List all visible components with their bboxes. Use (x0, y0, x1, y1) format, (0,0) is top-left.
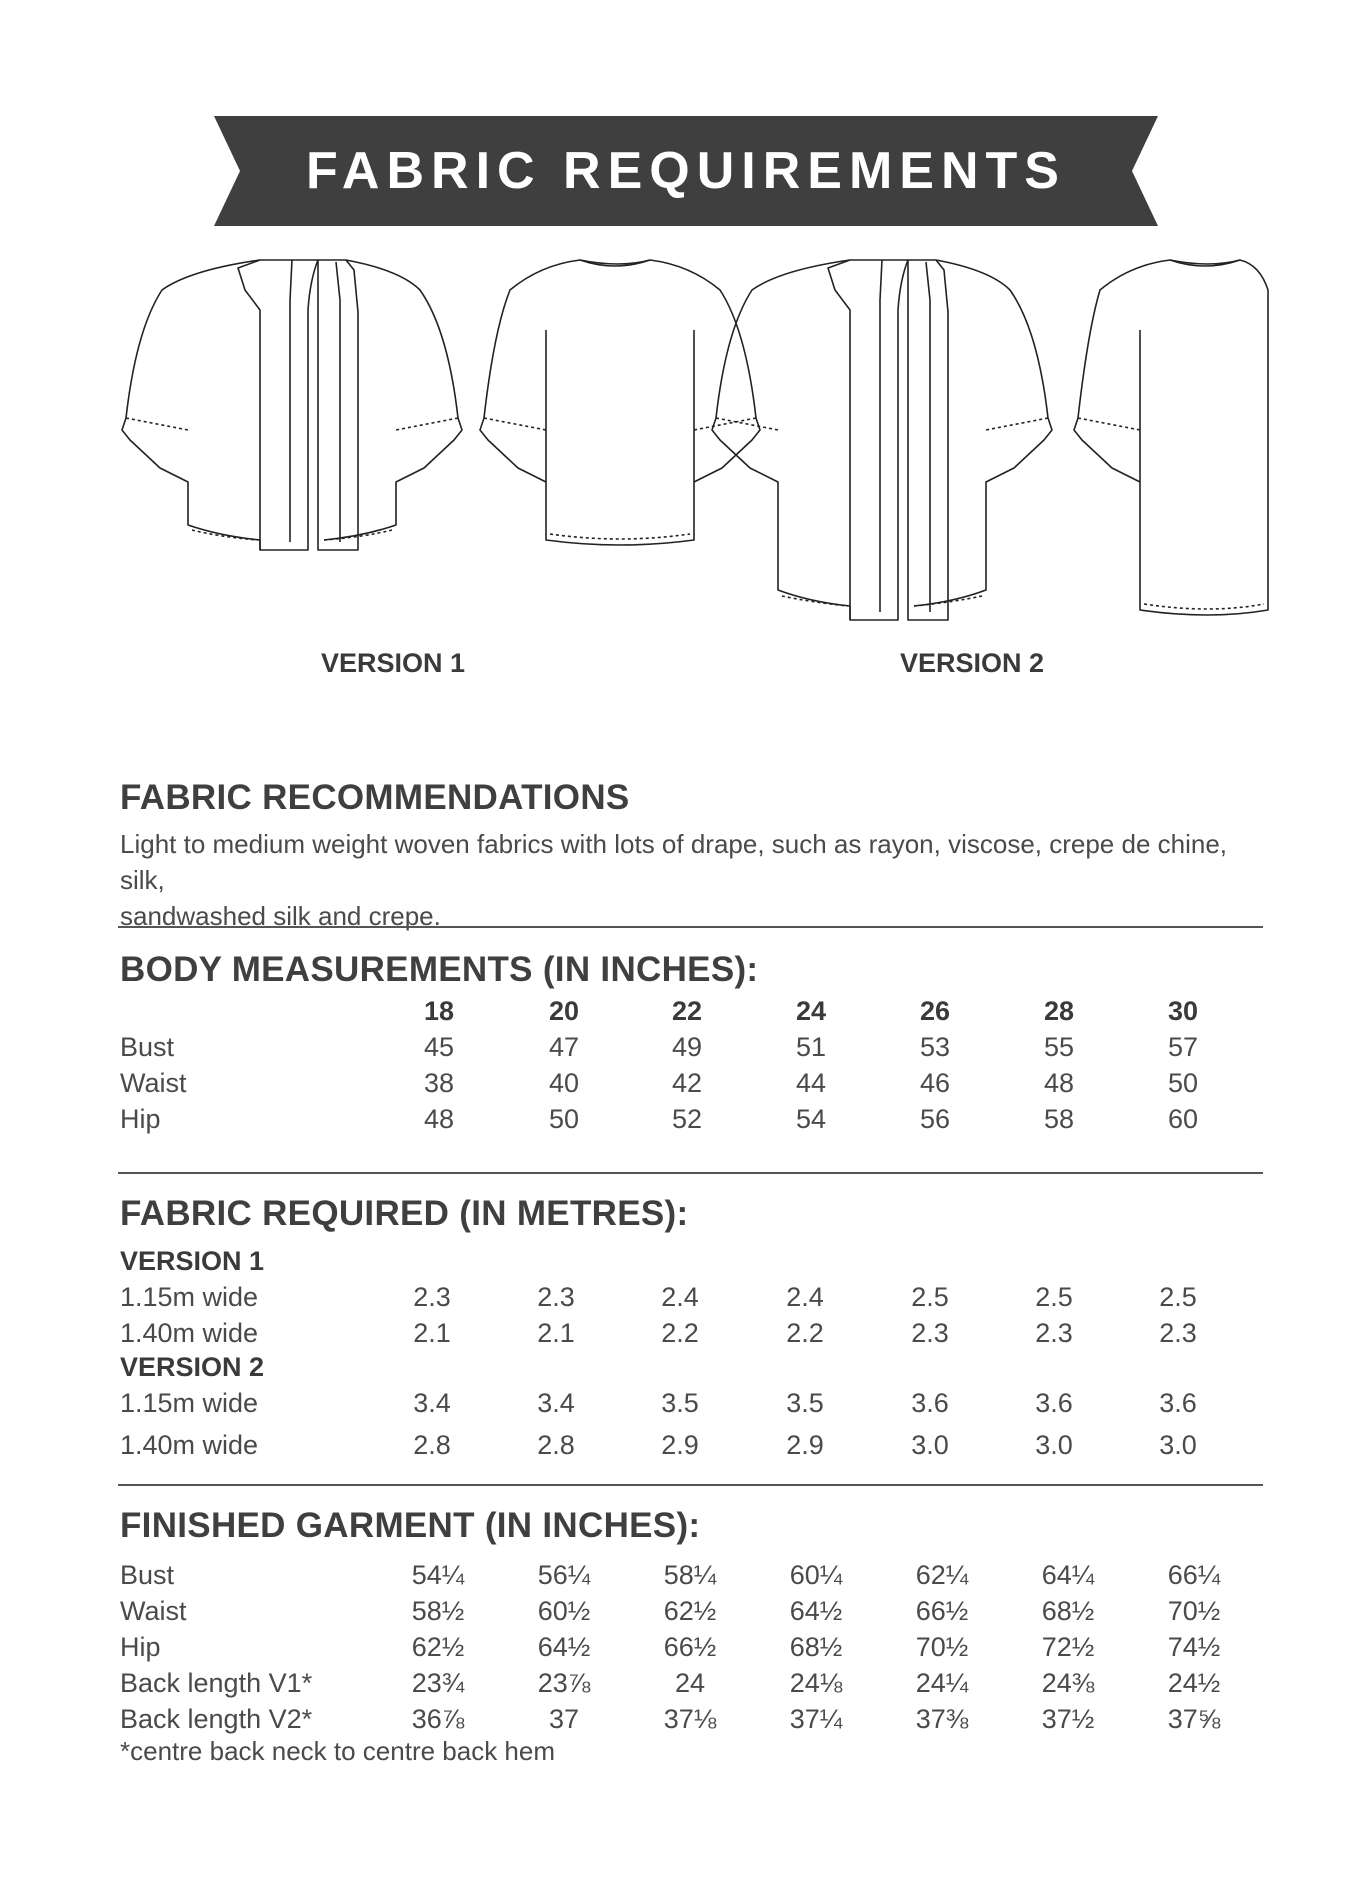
body-measurements-title: BODY MEASUREMENTS (IN INCHES): (120, 950, 759, 989)
table-row: Hip 62½ 64½ 66½ 68½ 70½ 72½ 74½ (120, 1632, 1221, 1662)
version1-label: VERSION 1 (321, 648, 466, 678)
table-row: Back length V1* 23¾ 23⅞ 24 24⅛ 24¼ 24⅜ 24½ (120, 1668, 1221, 1698)
size-header: 20 (548, 996, 580, 1026)
recommendations-title: FABRIC RECOMMENDATIONS (120, 778, 630, 817)
table-row: 1.40m wide 2.1 2.1 2.2 2.2 2.3 2.3 2.3 (120, 1318, 1197, 1348)
footnote: *centre back neck to centre back hem (120, 1736, 556, 1766)
fabric-version1-label: VERSION 1 (120, 1246, 265, 1276)
garment-illustrations (110, 250, 1270, 630)
size-header: 30 (1167, 996, 1199, 1026)
table-row: Bust 45 47 49 51 53 55 57 (120, 1032, 1199, 1062)
version2-back-illustration (1074, 260, 1268, 615)
size-header: 24 (795, 996, 827, 1026)
page-title: FABRIC REQUIREMENTS (306, 142, 1066, 200)
fabric-required-title: FABRIC REQUIRED (IN METRES): (120, 1194, 689, 1233)
table-row: Bust 54¼ 56¼ 58¼ 60¼ 62¼ 64¼ 66¼ (120, 1560, 1221, 1590)
size-header-row (120, 996, 1280, 1032)
version2-front-illustration (712, 260, 1052, 620)
title-banner (214, 116, 1158, 226)
version2-label: VERSION 2 (900, 648, 1045, 678)
table-row: Hip 48 50 52 54 56 58 60 (120, 1104, 1199, 1134)
divider (118, 1484, 1263, 1486)
size-header: 18 (423, 996, 455, 1026)
finished-garment-title: FINISHED GARMENT (IN INCHES): (120, 1506, 701, 1545)
table-row: Waist 38 40 42 44 46 48 50 (120, 1068, 1199, 1098)
version1-front-illustration (122, 260, 462, 550)
recommendations-text: Light to medium weight woven fabrics with lots of drape, such as rayon, viscose, crepe de chine, silk, sandwashed silk and crepe. (120, 829, 1228, 931)
size-header: 26 (919, 996, 951, 1026)
size-header: 28 (1043, 996, 1075, 1026)
divider (118, 1172, 1263, 1174)
fabric-version2-label: VERSION 2 (120, 1352, 265, 1382)
table-row: 1.40m wide 2.8 2.8 2.9 2.9 3.0 3.0 3.0 (120, 1430, 1197, 1460)
size-header: 22 (671, 996, 703, 1026)
divider (118, 926, 1263, 928)
table-row: 1.15m wide 3.4 3.4 3.5 3.5 3.6 3.6 3.6 (120, 1388, 1197, 1418)
table-row: Back length V2* 36⅞ 37 37⅛ 37¼ 37⅜ 37½ 37⅝ (120, 1704, 1221, 1734)
table-row: Waist 58½ 60½ 62½ 64½ 66½ 68½ 70½ (120, 1596, 1221, 1626)
table-row: 1.15m wide 2.3 2.3 2.4 2.4 2.5 2.5 2.5 (120, 1282, 1197, 1312)
